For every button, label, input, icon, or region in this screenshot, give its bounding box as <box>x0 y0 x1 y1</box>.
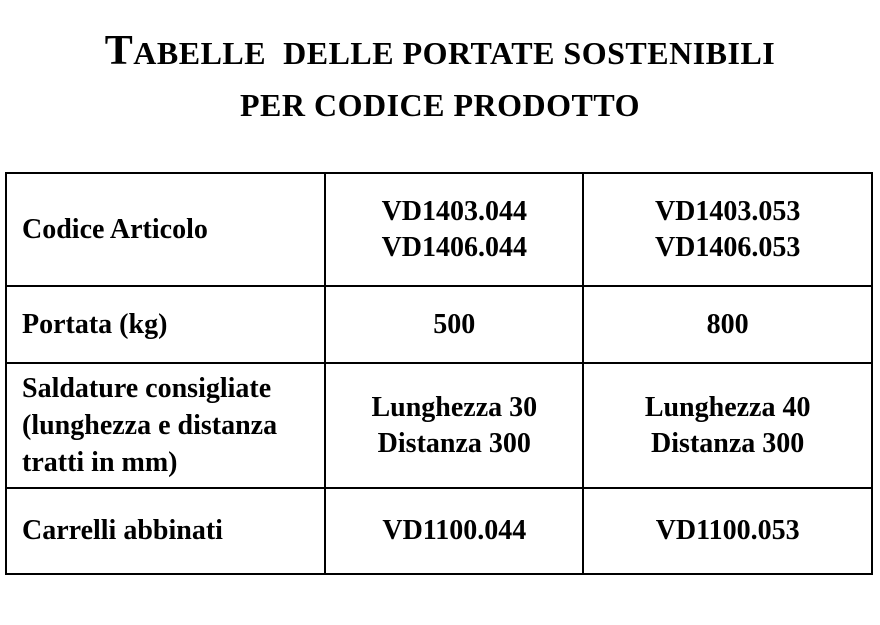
row-label-codice-articolo: Codice Articolo <box>6 173 325 286</box>
code-vd1406-053: VD1406.053 <box>654 231 801 263</box>
table-row-saldature <box>6 363 872 488</box>
cell-codice-044 <box>325 173 583 286</box>
code-vd1406-044: VD1406.044 <box>381 231 528 263</box>
title-initial-capital: T <box>104 28 134 74</box>
cell-portata-053: 800 <box>583 286 872 363</box>
cell-codice-053 <box>583 173 872 286</box>
code-vd1403-053: VD1403.053 <box>654 195 801 227</box>
row-label-saldature: Saldature consigliate (lunghezza e distanza tratti in mm) <box>6 363 325 488</box>
table-row-portata <box>6 286 872 363</box>
title-line-1-text: ABELLE DELLE PORTATE SOSTENIBILI <box>133 35 776 71</box>
table-row-carrelli <box>6 488 872 574</box>
code-vd1403-044: VD1403.044 <box>381 195 528 227</box>
row-label-portata: Portata (kg) <box>6 286 325 363</box>
cell-carrelli-044: VD1100.044 <box>325 488 583 574</box>
cell-portata-044: 500 <box>325 286 583 363</box>
row-label-carrelli: Carrelli abbinati <box>6 488 325 574</box>
cell-saldature-053: Lunghezza 40 Distanza 300 <box>583 363 872 488</box>
cell-saldature-044: Lunghezza 30 Distanza 300 <box>325 363 583 488</box>
document-title-line-1 <box>0 30 880 72</box>
document-title-line-2: PER CODICE PRODOTTO <box>239 87 641 123</box>
load-capacity-table <box>5 172 873 575</box>
cell-carrelli-053: VD1100.053 <box>583 488 872 574</box>
table-row-codice-articolo <box>6 173 872 286</box>
